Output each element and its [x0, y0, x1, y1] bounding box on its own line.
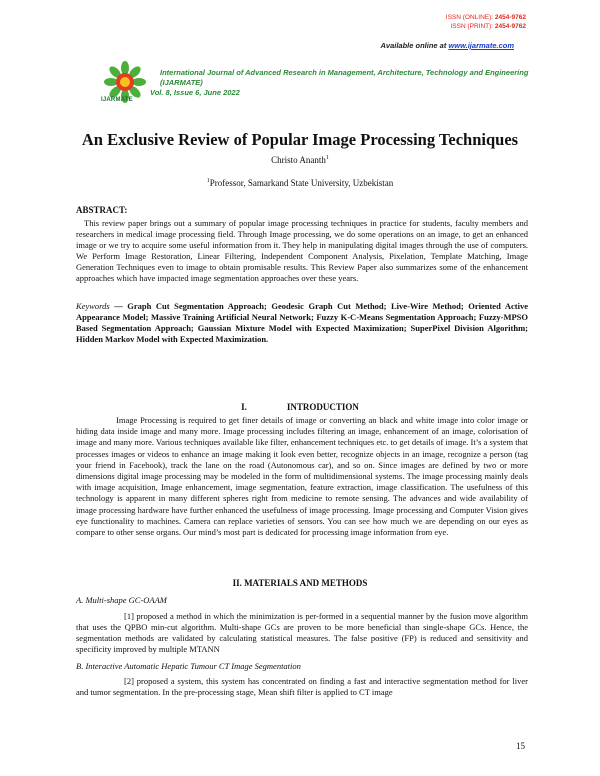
issn-print-label: ISSN (PRINT): — [450, 23, 495, 30]
affiliation-superscript: 1 — [206, 178, 210, 184]
issn-online — [446, 14, 526, 21]
page-number: 15 — [516, 741, 525, 751]
logo-text: IJARMATE — [101, 97, 133, 103]
author-line — [0, 155, 600, 165]
volume-issue: Vol. 8, Issue 6, June 2022 — [150, 88, 240, 97]
keywords-block — [76, 301, 528, 345]
abstract-body: This review paper brings out a summary of popular image processing techniques in practice for students, faculty members and researchers in medical image processing field. Through Image processing, we do some operations on an image, to get an enhanced image or we try to acquire some useful information from it. They help in manipulating digital images through the use of computers. We Perform Image Restoration, Linear Filtering, Independent Component Analysis, Pixelation, Template Matching, Image Generation Techniques even to image to obtain promisable results. This Review Paper also summarizes some of the enhancement approaches which have impacted image segmentation approaches over these years. — [76, 218, 528, 283]
section-number: I. — [241, 402, 247, 412]
subsection-a-heading: A. Multi-shape GC-OAAM — [76, 595, 167, 605]
abstract-heading: ABSTRACT: — [76, 205, 128, 215]
subsection-b-body: [2] proposed a system, this system has concentrated on finding a fast and interactive segmentation method for liver and tumor segmentation. In the pre-processing stage, Mean shift filter is applied to CT image — [76, 676, 528, 697]
issn-print-value: 2454-9762 — [494, 23, 526, 30]
available-online — [380, 41, 514, 50]
issn-print — [450, 23, 526, 30]
affiliation-line — [0, 178, 600, 188]
author-superscript: 1 — [325, 155, 329, 161]
available-label: Available online at — [380, 41, 449, 50]
journal-name: International Journal of Advanced Research in Management, Architecture, Technology and Engineering (IJARMATE) — [160, 68, 529, 87]
section-title: INTRODUCTION — [286, 402, 359, 412]
introduction-body: Image Processing is required to get finer details of image or converting an black and white image into color image or hiding data inside image and many more. Image processing includes filtering an image, enhancement of an image, colorisation of image and many more. Various techniques available like filter, enhancement techniques etc. to get details of image. It’s a system that processes images or videos to enhance an image making it look even better, recognize objects in an image, recognize a person (tag your friend in Facebook), track the lane on the road (Autonomous car), and so on. Since images are defined by two or more dimensions digital image processing may be modeled in the form of multidimensional systems. The image processing mainly deals with image acquisition, Image enhancement, image segmentation, feature extraction, image classification. The usefulness of this technology is apparent in many different spheres right from medicine to remote sensing. The advances and wide availability of image processing hardware have further enhanced the usefulness of image processing. Image processing and Computer Vision gives eye functionality to machines. Camera can replace varieties of sensors. You can see how much we are depending on our eyes as compare to other sense organs. Our mind’s most part is dedicated for processing image information from eye. — [76, 415, 528, 538]
issn-online-label: ISSN (ONLINE): — [445, 14, 495, 21]
keywords-text: — Graph Cut Segmentation Approach; Geodesic Graph Cut Method; Live-Wire Method; Oriented Active Appearance Model; Massive Training Artificial Neural Network; Fuzzy K-C-Means Segmentation Approach; Fuzzy-MPSO Based Segmentation Approach; Gaussian Mixture Model with Expected Maximization; SuperPixel Division Algorithm; Hidden Markov Model with Expected Maximization. — [76, 301, 528, 344]
paper-title: An Exclusive Review of Popular Image Processing Techniques — [81, 130, 519, 149]
keywords-label: Keywords — [76, 301, 110, 311]
affiliation-text: Professor, Samarkand State University, Uzbekistan — [209, 178, 394, 188]
subsection-b-heading: B. Interactive Automatic Hepatic Tumour CT Image Segmentation — [76, 661, 301, 671]
subsection-a-body: [1] proposed a method in which the minimization is per-formed in a sequential manner by the fusion move algorithm that uses the QPBO min-cut algorithm. Multi-shape GCs are proven to be more beneficial than single-shape GCs. Hence, the segmentation methods are validated by calculating statistical measures. The false positive (FP) is reduced and sensitivity and specificity improved by multiple MTANN — [76, 611, 528, 654]
journal-url-link[interactable]: www.ijarmate.com — [448, 41, 514, 50]
introduction-heading — [0, 402, 600, 412]
issn-online-value: 2454-9762 — [494, 14, 526, 21]
materials-methods-heading: II. MATERIALS AND METHODS — [232, 578, 368, 588]
author-name: Christo Ananth — [271, 155, 326, 165]
